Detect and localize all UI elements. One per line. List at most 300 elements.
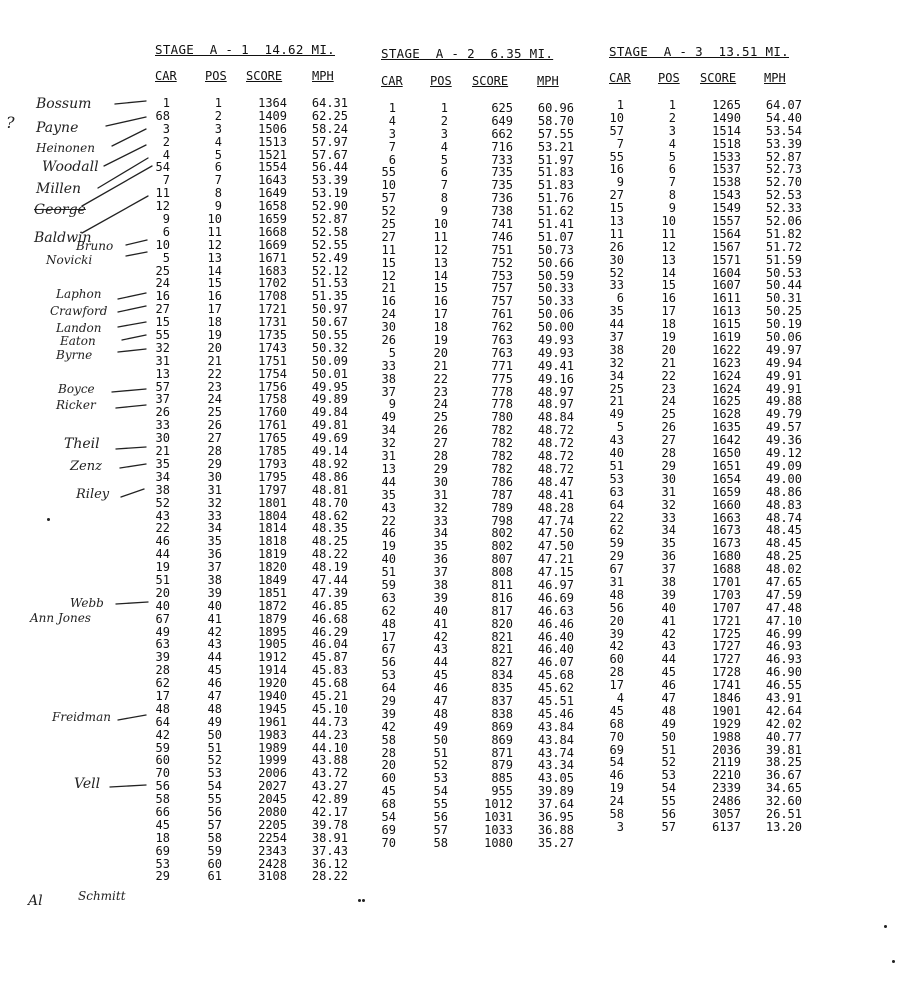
car-cell: 34 (381, 423, 396, 438)
mph-cell: 48.72 (537, 461, 574, 476)
score-cell: 780 (491, 410, 513, 425)
pos-cell: 48 (661, 703, 676, 718)
pos-cell: 44 (433, 655, 448, 670)
mph-cell: 44.23 (311, 727, 348, 742)
score-cell: 1818 (258, 534, 287, 549)
pos-cell: 61 (207, 869, 222, 884)
score-cell: 871 (491, 745, 513, 760)
score-cell: 1663 (712, 510, 741, 525)
car-cell: 29 (155, 869, 170, 884)
car-cell: 60 (381, 771, 396, 786)
mph-cell: 51.97 (537, 152, 574, 167)
mph-cell: 48.72 (537, 436, 574, 451)
pos-cell: 2 (668, 110, 676, 125)
mph-cell: 51.41 (537, 217, 574, 232)
score-cell: 1625 (712, 394, 741, 409)
car-cell: 6 (388, 152, 396, 167)
score-cell: 885 (491, 771, 513, 786)
mph-cell: 48.72 (537, 449, 574, 464)
handwritten-name: Freidman (52, 710, 111, 724)
score-cell: 1364 (258, 96, 287, 110)
mph-cell: 45.68 (311, 676, 348, 691)
car-cell: 1 (388, 101, 396, 115)
pos-cell: 10 (661, 214, 676, 229)
pos-cell: 29 (661, 458, 676, 473)
mph-cell: 50.01 (311, 366, 348, 381)
pos-cell: 31 (207, 482, 222, 497)
mph-cell: 45.51 (537, 693, 574, 708)
pos-cell: 55 (433, 797, 448, 812)
pos-cell: 10 (207, 212, 222, 227)
mph-cell: 49.12 (765, 446, 802, 461)
pos-cell: 21 (661, 355, 676, 370)
score-cell: 771 (491, 358, 513, 373)
pos-cell: 26 (207, 418, 222, 433)
mph-cell: 36.95 (537, 809, 574, 824)
pos-cell: 37 (661, 562, 676, 577)
mph-cell: 51.59 (765, 252, 802, 267)
score-cell: 757 (491, 294, 513, 309)
mph-cell: 49.95 (311, 379, 348, 394)
score-cell: 1849 (258, 572, 287, 587)
pos-cell: 57 (207, 817, 222, 832)
car-cell: 6 (616, 291, 624, 306)
car-cell: 70 (609, 729, 624, 744)
mph-cell: 47.50 (537, 526, 574, 541)
score-cell: 2036 (712, 742, 741, 757)
car-cell: 11 (155, 186, 170, 201)
car-cell: 44 (381, 474, 396, 489)
car-cell: 60 (155, 753, 170, 768)
pos-cell: 12 (433, 242, 448, 257)
car-cell: 38 (381, 371, 396, 386)
mph-cell: 36.88 (537, 822, 574, 837)
score-cell: 835 (491, 681, 513, 696)
handwritten-name: Boyce (58, 382, 95, 396)
pos-cell: 16 (661, 291, 676, 306)
car-cell: 53 (609, 471, 624, 486)
pos-cell: 47 (207, 688, 222, 703)
car-cell: 28 (155, 663, 170, 678)
car-cell: 35 (381, 487, 396, 502)
score-cell: 1905 (258, 637, 287, 652)
pos-cell: 46 (661, 678, 676, 693)
car-cell: 48 (381, 616, 396, 631)
car-cell: 10 (381, 178, 396, 193)
car-cell: 33 (609, 278, 624, 293)
score-cell: 1708 (258, 289, 287, 304)
score-cell: 1265 (712, 98, 741, 112)
car-cell: 45 (381, 784, 396, 799)
pos-cell: 16 (207, 289, 222, 304)
car-cell: 64 (155, 714, 170, 729)
car-cell: 35 (609, 304, 624, 319)
car-cell: 67 (609, 562, 624, 577)
mph-cell: 51.62 (537, 204, 574, 219)
pos-cell: 34 (661, 523, 676, 538)
car-cell: 5 (388, 345, 396, 360)
pos-cell: 40 (433, 603, 448, 618)
mph-cell: 13.20 (765, 819, 802, 834)
car-cell: 56 (609, 600, 624, 615)
car-cell: 30 (155, 431, 170, 446)
car-cell: 28 (609, 665, 624, 680)
pos-cell: 49 (207, 714, 222, 729)
score-cell: 1846 (712, 690, 741, 705)
mph-cell: 49.88 (765, 394, 802, 409)
pos-cell: 27 (661, 433, 676, 448)
mph-cell: 46.07 (537, 655, 574, 670)
pos-cell: 47 (661, 690, 676, 705)
score-cell: 1604 (712, 265, 741, 280)
pen-dot (884, 925, 887, 928)
score-cell: 1613 (712, 304, 741, 319)
car-cell: 31 (155, 353, 170, 368)
score-cell: 1557 (712, 214, 741, 229)
handwritten-name: Ricker (56, 398, 96, 412)
mph-cell: 48.28 (537, 500, 574, 515)
score-cell: 1754 (258, 366, 287, 381)
car-cell: 15 (155, 315, 170, 330)
score-cell: 1628 (712, 407, 741, 422)
mph-cell: 48.86 (765, 484, 802, 499)
mph-cell: 49.97 (765, 342, 802, 357)
handwritten-name: Bruno (76, 239, 114, 253)
score-cell: 1673 (712, 523, 741, 538)
score-cell: 1743 (258, 340, 287, 355)
score-cell: 1851 (258, 585, 287, 600)
pos-cell: 36 (661, 549, 676, 564)
mph-cell: 48.84 (537, 410, 574, 425)
mph-cell: 64.31 (311, 96, 348, 110)
mph-cell: 53.21 (537, 139, 574, 154)
header-mph: MPH (764, 71, 786, 85)
mph-cell: 48.97 (537, 397, 574, 412)
handwritten-name: Landon (56, 321, 102, 335)
score-cell: 1785 (258, 444, 287, 459)
score-cell: 1795 (258, 469, 287, 484)
car-cell: 51 (155, 572, 170, 587)
mph-cell: 51.83 (537, 165, 574, 180)
car-cell: 33 (381, 358, 396, 373)
pos-cell: 24 (661, 394, 676, 409)
mph-cell: 48.74 (765, 510, 802, 525)
car-cell: 67 (155, 611, 170, 626)
score-cell: 1624 (712, 368, 741, 383)
car-cell: 44 (155, 547, 170, 562)
score-cell: 1080 (484, 835, 513, 850)
pos-cell: 38 (433, 577, 448, 592)
car-cell: 53 (381, 668, 396, 683)
car-cell: 69 (381, 822, 396, 837)
pos-cell: 5 (214, 147, 222, 162)
car-cell: 13 (609, 214, 624, 229)
mph-cell: 52.55 (311, 237, 348, 252)
car-cell: 5 (616, 420, 624, 435)
mph-cell: 50.73 (537, 242, 574, 257)
pos-cell: 10 (433, 217, 448, 232)
mph-cell: 46.90 (765, 665, 802, 680)
mph-cell: 45.46 (537, 706, 574, 721)
car-cell: 32 (381, 436, 396, 451)
mph-cell: 35.27 (537, 835, 574, 850)
mph-cell: 47.50 (537, 539, 574, 554)
score-cell: 827 (491, 655, 513, 670)
mph-cell: 32.60 (765, 794, 802, 809)
pos-cell: 1 (668, 98, 676, 112)
mph-cell: 57.67 (311, 147, 348, 162)
header-pos: POS (430, 74, 452, 88)
score-cell: 787 (491, 487, 513, 502)
score-cell: 2080 (258, 804, 287, 819)
car-cell: 7 (162, 173, 170, 188)
score-cell: 1615 (712, 317, 741, 332)
score-cell: 1669 (258, 237, 287, 252)
pen-dot (358, 899, 361, 902)
score-cell: 1901 (712, 703, 741, 718)
car-cell: 17 (155, 688, 170, 703)
car-cell: 51 (381, 565, 396, 580)
car-cell: 25 (609, 381, 624, 396)
score-cell: 3057 (712, 806, 741, 821)
mph-cell: 38.25 (765, 755, 802, 770)
pos-cell: 53 (207, 766, 222, 781)
score-cell: 782 (491, 461, 513, 476)
score-cell: 1012 (484, 797, 513, 812)
score-cell: 1654 (712, 471, 741, 486)
score-cell: 2339 (712, 781, 741, 796)
mph-cell: 54.40 (765, 110, 802, 125)
mph-cell: 42.89 (311, 792, 348, 807)
car-cell: 2 (162, 134, 170, 149)
car-cell: 67 (381, 642, 396, 657)
mph-cell: 52.12 (311, 263, 348, 278)
pos-cell: 22 (433, 371, 448, 386)
car-cell: 20 (155, 585, 170, 600)
mph-cell: 46.69 (537, 590, 574, 605)
car-cell: 49 (381, 410, 396, 425)
car-cell: 34 (155, 469, 170, 484)
mph-cell: 48.19 (311, 560, 348, 575)
score-cell: 778 (491, 384, 513, 399)
mph-cell: 45.87 (311, 650, 348, 665)
car-cell: 42 (381, 719, 396, 734)
score-cell: 716 (491, 139, 513, 154)
pos-cell: 9 (214, 199, 222, 214)
car-cell: 26 (155, 405, 170, 420)
car-cell: 24 (155, 276, 170, 291)
car-cell: 7 (616, 136, 624, 151)
score-cell: 1735 (258, 328, 287, 343)
pos-cell: 51 (433, 745, 448, 760)
handwritten-name: Payne (36, 120, 79, 136)
car-cell: 58 (609, 806, 624, 821)
mph-cell: 28.22 (311, 869, 348, 884)
pos-cell: 46 (207, 676, 222, 691)
car-cell: 21 (155, 444, 170, 459)
score-cell: 821 (491, 629, 513, 644)
mph-cell: 46.40 (537, 629, 574, 644)
car-cell: 69 (155, 843, 170, 858)
pos-cell: 60 (207, 856, 222, 871)
pos-cell: 57 (661, 819, 676, 834)
score-cell: 1920 (258, 676, 287, 691)
car-cell: 49 (155, 624, 170, 639)
score-cell: 798 (491, 513, 513, 528)
handwritten-name: Webb (70, 596, 104, 610)
score-cell: 1623 (712, 355, 741, 370)
mph-cell: 49.93 (537, 345, 574, 360)
mph-cell: 50.53 (765, 265, 802, 280)
pos-cell: 36 (433, 552, 448, 567)
score-cell: 1668 (258, 224, 287, 239)
mph-cell: 50.19 (765, 317, 802, 332)
score-cell: 879 (491, 758, 513, 773)
pos-cell: 17 (433, 307, 448, 322)
mph-cell: 48.45 (765, 536, 802, 551)
score-cell: 1760 (258, 405, 287, 420)
score-cell: 2210 (712, 768, 741, 783)
car-cell: 40 (381, 552, 396, 567)
car-cell: 62 (609, 523, 624, 538)
mph-cell: 52.33 (765, 201, 802, 216)
score-cell: 1703 (712, 587, 741, 602)
mph-cell: 49.91 (765, 368, 802, 383)
pos-cell: 29 (433, 461, 448, 476)
pos-cell: 55 (661, 794, 676, 809)
pos-cell: 34 (207, 521, 222, 536)
score-cell: 6137 (712, 819, 741, 834)
handwritten-name: Zenz (70, 459, 102, 474)
car-cell: 6 (162, 224, 170, 239)
pos-cell: 11 (433, 229, 448, 244)
score-cell: 1538 (712, 175, 741, 190)
score-cell: 1031 (484, 809, 513, 824)
pos-cell: 20 (207, 340, 222, 355)
score-cell: 1518 (712, 136, 741, 151)
mph-cell: 48.25 (311, 534, 348, 549)
car-cell: 52 (381, 204, 396, 219)
score-cell: 1721 (258, 302, 287, 317)
score-cell: 1945 (258, 701, 287, 716)
car-cell: 43 (381, 500, 396, 515)
pos-cell: 14 (433, 268, 448, 283)
score-cell: 1761 (258, 418, 287, 433)
car-cell: 32 (609, 355, 624, 370)
stage-a1-title: STAGE A - 1 14.62 MI. (155, 42, 335, 57)
mph-cell: 42.02 (765, 716, 802, 731)
pos-cell: 36 (207, 547, 222, 562)
pos-cell: 29 (207, 456, 222, 471)
car-cell: 16 (381, 294, 396, 309)
mph-cell: 47.48 (765, 600, 802, 615)
score-cell: 1929 (712, 716, 741, 731)
score-cell: 834 (491, 668, 513, 683)
car-cell: 44 (609, 317, 624, 332)
pos-cell: 22 (661, 368, 676, 383)
score-cell: 782 (491, 423, 513, 438)
mph-cell: 49.69 (311, 431, 348, 446)
pos-cell: 56 (661, 806, 676, 821)
score-cell: 1701 (712, 574, 741, 589)
score-cell: 741 (491, 217, 513, 232)
mph-cell: 45.62 (537, 681, 574, 696)
car-cell: 19 (609, 781, 624, 796)
pos-cell: 18 (661, 317, 676, 332)
mph-cell: 48.81 (311, 482, 348, 497)
mph-cell: 47.10 (765, 613, 802, 628)
pos-cell: 12 (661, 239, 676, 254)
score-cell: 802 (491, 526, 513, 541)
car-cell: 58 (155, 792, 170, 807)
mph-cell: 45.83 (311, 663, 348, 678)
score-cell: 1741 (712, 678, 741, 693)
handwritten-name-crossed: George (34, 202, 86, 218)
pos-cell: 19 (433, 333, 448, 348)
mph-cell: 51.07 (537, 229, 574, 244)
score-cell: 1611 (712, 291, 741, 306)
mph-cell: 48.92 (311, 456, 348, 471)
mph-cell: 50.06 (765, 330, 802, 345)
pos-cell: 57 (433, 822, 448, 837)
car-cell: 42 (155, 727, 170, 742)
handwritten-name: Heinonen (36, 141, 95, 155)
mph-cell: 48.72 (537, 423, 574, 438)
pos-cell: 42 (207, 624, 222, 639)
car-cell: 39 (381, 706, 396, 721)
car-cell: 22 (381, 513, 396, 528)
score-cell: 1804 (258, 508, 287, 523)
score-cell: 837 (491, 693, 513, 708)
pos-cell: 5 (440, 152, 448, 167)
mph-cell: 50.66 (537, 255, 574, 270)
mph-cell: 52.53 (765, 188, 802, 203)
score-cell: 1537 (712, 162, 741, 177)
score-cell: 2486 (712, 794, 741, 809)
mph-cell: 43.88 (311, 753, 348, 768)
car-cell: 57 (609, 123, 624, 138)
car-cell: 54 (609, 755, 624, 770)
score-cell: 1879 (258, 611, 287, 626)
car-cell: 29 (609, 549, 624, 564)
pos-cell: 45 (207, 663, 222, 678)
score-cell: 1797 (258, 482, 287, 497)
mph-cell: 53.19 (311, 186, 348, 201)
score-cell: 1756 (258, 379, 287, 394)
car-cell: 33 (155, 418, 170, 433)
pos-cell: 19 (207, 328, 222, 343)
mph-cell: 51.53 (311, 276, 348, 291)
pos-cell: 1 (214, 96, 222, 110)
stage-a2-title: STAGE A - 2 6.35 MI. (381, 46, 554, 61)
pos-cell: 26 (433, 423, 448, 438)
pos-cell: 18 (433, 320, 448, 335)
mph-cell: 50.31 (765, 291, 802, 306)
mph-cell: 60.96 (537, 101, 574, 115)
car-cell: 59 (155, 740, 170, 755)
pos-cell: 13 (433, 255, 448, 270)
car-cell: 39 (155, 650, 170, 665)
score-cell: 1983 (258, 727, 287, 742)
mph-cell: 57.97 (311, 134, 348, 149)
mph-cell: 37.43 (311, 843, 348, 858)
mph-cell: 46.99 (765, 626, 802, 641)
pos-cell: 53 (433, 771, 448, 786)
mph-cell: 52.49 (311, 250, 348, 265)
pos-cell: 50 (661, 729, 676, 744)
pos-cell: 59 (207, 843, 222, 858)
score-cell: 1543 (712, 188, 741, 203)
